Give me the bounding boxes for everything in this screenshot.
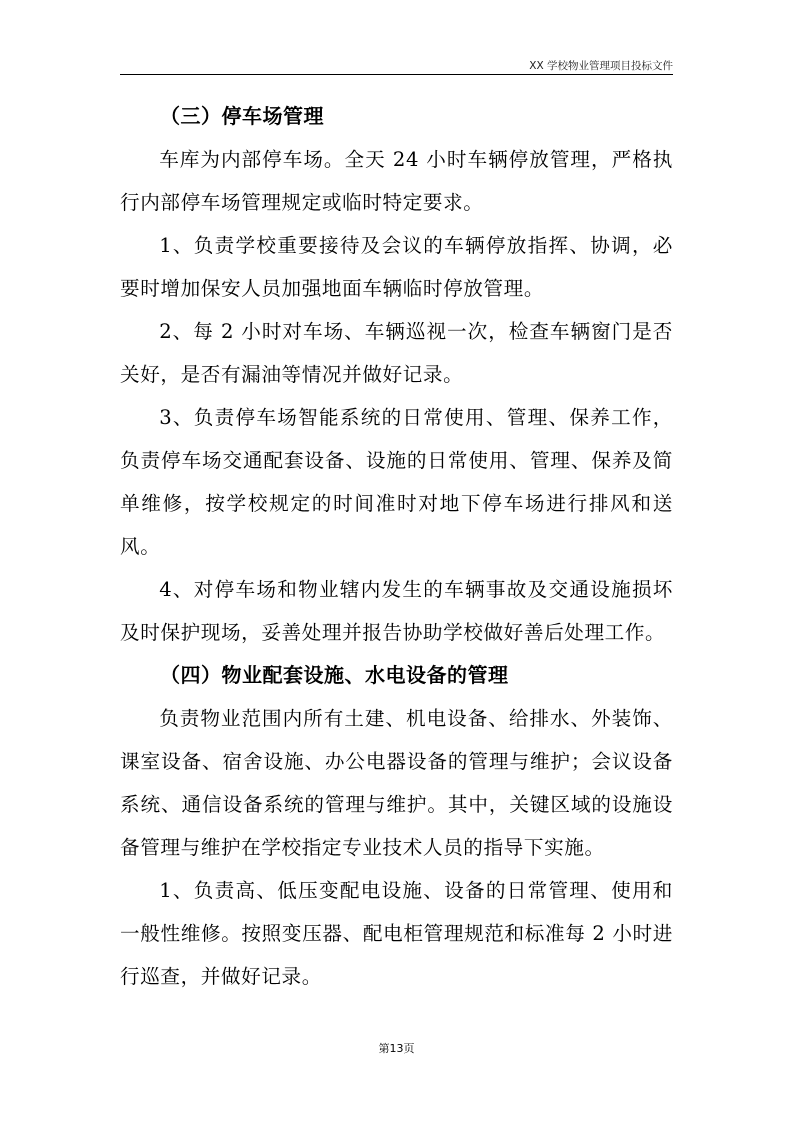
paragraph: 2、每 2 小时对车场、车辆巡视一次，检查车辆窗门是否关好，是否有漏油等情况并做好记录。 <box>120 320 673 386</box>
header-divider <box>120 74 673 75</box>
paragraph: 4、对停车场和物业辖内发生的车辆事故及交通设施损坏及时保护现场，妥善处理并报告协助学校做好善后处理工作。 <box>120 578 673 644</box>
section-heading: （四）物业配套设施、水电设备的管理 <box>160 663 509 687</box>
paragraph: 3、负责停车场智能系统的日常使用、管理、保养工作，负责停车场交通配套设备、设施的日常使用、管理、保养及简单维修，按学校规定的时间准时对地下停车场进行排风和送风。 <box>120 406 673 558</box>
paragraph: 1、负责高、低压变配电设施、设备的日常管理、使用和一般性维修。按照变压器、配电柜管理规范和标准每 2 小时进行巡查，并做好记录。 <box>120 879 673 988</box>
document-body <box>120 95 673 998</box>
section-facilities-management <box>120 654 673 998</box>
section-heading: （三）停车场管理 <box>160 104 324 128</box>
paragraph: 1、负责学校重要接待及会议的车辆停放指挥、协调，必要时增加保安人员加强地面车辆临时停放管理。 <box>120 234 673 300</box>
page-number: 第13页 <box>378 1042 415 1055</box>
paragraph: 负责物业范围内所有土建、机电设备、给排水、外装饰、课室设备、宿舍设施、办公电器设备的管理与维护；会议设备系统、通信设备系统的管理与维护。其中，关键区域的设施设备管理与维护在学校指定专业技术人员的指导下实施。 <box>120 707 673 859</box>
section-parking-management <box>120 95 673 654</box>
paragraph: 车库为内部停车场。全天 24 小时车辆停放管理，严格执行内部停车场管理规定或临时特定要求。 <box>120 148 673 214</box>
document-header-title: XX 学校物业管理项目投标文件 <box>529 60 673 72</box>
